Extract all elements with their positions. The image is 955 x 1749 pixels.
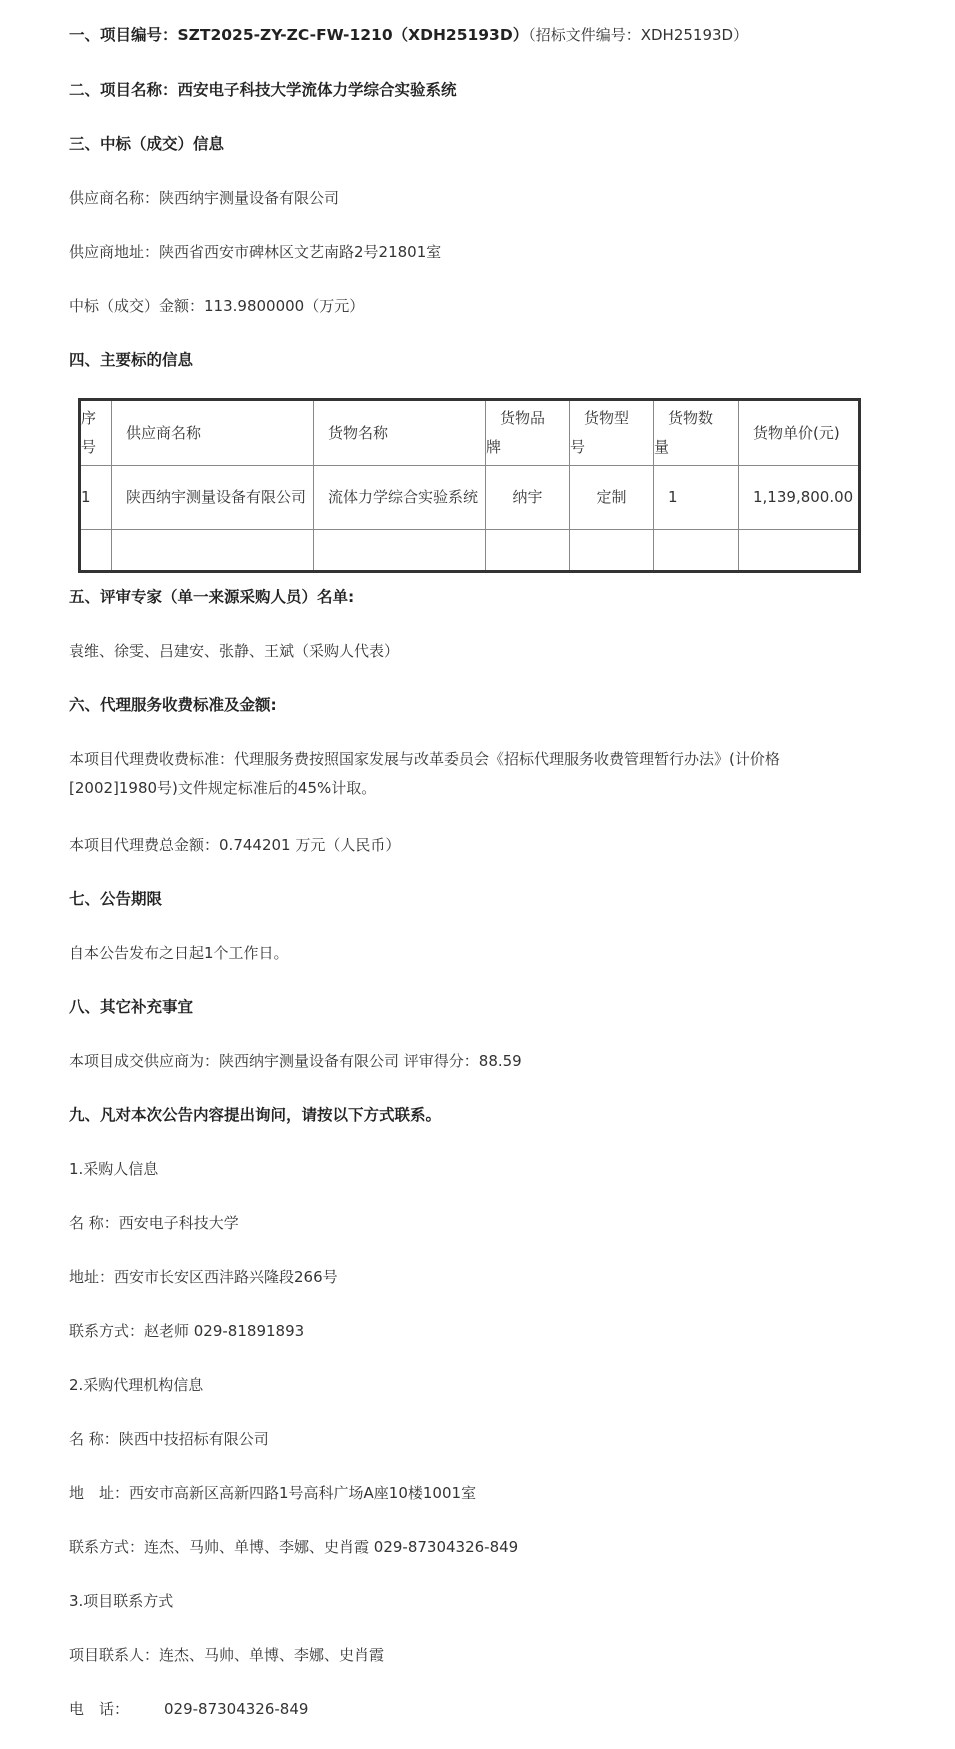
supplier-address: 供应商地址：陕西省西安市碑林区文艺南路2号21801室 [69, 243, 442, 261]
agency-name: 名 称：陕西中技招标有限公司 [69, 1430, 269, 1448]
table-empty-row [80, 530, 860, 572]
other-text: 本项目成交供应商为：陕西纳宇测量设备有限公司 评审得分：88.59 [69, 1052, 522, 1070]
cell-brand: 纳宇 [486, 466, 570, 530]
fee-standard: 本项目代理费收费标准：代理服务费按照国家发展与改革委员会《招标代理服务收费管理暂行办法》(计价格[2002]1980号)文件规定标准后的45%计取。 [69, 750, 780, 797]
award-amount: 中标（成交）金额：113.9800000（万元） [69, 297, 365, 315]
section-period-heading: 七、公告期限 [69, 890, 163, 908]
project-name: 二、项目名称：西安电子科技大学流体力学综合实验系统 [69, 81, 457, 99]
header-cell: 序号 [80, 400, 112, 466]
supplier-name: 供应商名称：陕西纳宇测量设备有限公司 [69, 189, 340, 207]
section-fee-heading: 六、代理服务收费标准及金额: [69, 696, 277, 714]
section-contact-heading: 九、凡对本次公告内容提出询问，请按以下方式联系。 [69, 1106, 442, 1124]
buyer-title: 1.采购人信息 [69, 1160, 159, 1178]
agency-address: 地 址：西安市高新区高新四路1号高科广场A座10楼1001室 [69, 1484, 477, 1502]
experts-list: 袁维、徐雯、吕建安、张静、王斌（采购人代表） [69, 642, 400, 660]
items-table [78, 398, 861, 573]
header-cell: 货物数量 [654, 400, 739, 466]
period-text: 自本公告发布之日起1个工作日。 [69, 944, 289, 962]
table-row [80, 466, 860, 530]
section-other-heading: 八、其它补充事宜 [69, 998, 194, 1016]
section-items-heading: 四、主要标的信息 [69, 351, 194, 369]
header-cell: 货物型号 [570, 400, 654, 466]
section-award-heading: 三、中标（成交）信息 [69, 135, 225, 153]
phone-line [69, 1698, 308, 1720]
buyer-name: 名 称：西安电子科技大学 [69, 1214, 239, 1232]
header-cell: 货物单价(元) [739, 400, 860, 466]
section-experts-heading: 五、评审专家（单一来源采购人员）名单: [69, 588, 355, 606]
project-number-line [69, 24, 748, 46]
project-contact-person: 项目联系人：连杰、马帅、单博、李娜、史肖霞 [69, 1646, 385, 1664]
cell-unit-price: 1,139,800.00 [739, 466, 860, 530]
cell-seq: 1 [80, 466, 112, 530]
agency-title: 2.采购代理机构信息 [69, 1376, 204, 1394]
buyer-contact: 联系方式：赵老师 029-81891893 [69, 1322, 305, 1340]
fee-total: 本项目代理费总金额：0.744201 万元（人民币） [69, 836, 401, 854]
cell-model: 定制 [570, 466, 654, 530]
cell-supplier: 陕西纳宇测量设备有限公司 [112, 466, 314, 530]
phone-label: 电 话： [69, 1700, 130, 1718]
header-cell: 货物名称 [314, 400, 486, 466]
agency-contact: 联系方式：连杰、马帅、单博、李娜、史肖霞 029-87304326-849 [69, 1538, 519, 1556]
project-contact-title: 3.项目联系方式 [69, 1592, 174, 1610]
project-number: 一、项目编号：SZT2025-ZY-ZC-FW-1210（XDH25193D） [69, 26, 529, 44]
header-cell: 供应商名称 [112, 400, 314, 466]
cell-quantity: 1 [654, 466, 739, 530]
table-header-row [80, 400, 860, 466]
cell-goods-name: 流体力学综合实验系统 [314, 466, 486, 530]
header-cell: 货物品牌 [486, 400, 570, 466]
tender-doc-number: （招标文件编号：XDH25193D） [528, 26, 749, 44]
buyer-address: 地址：西安市长安区西沣路兴隆段266号 [69, 1268, 338, 1286]
phone-number: 029-87304326-849 [164, 1700, 309, 1718]
